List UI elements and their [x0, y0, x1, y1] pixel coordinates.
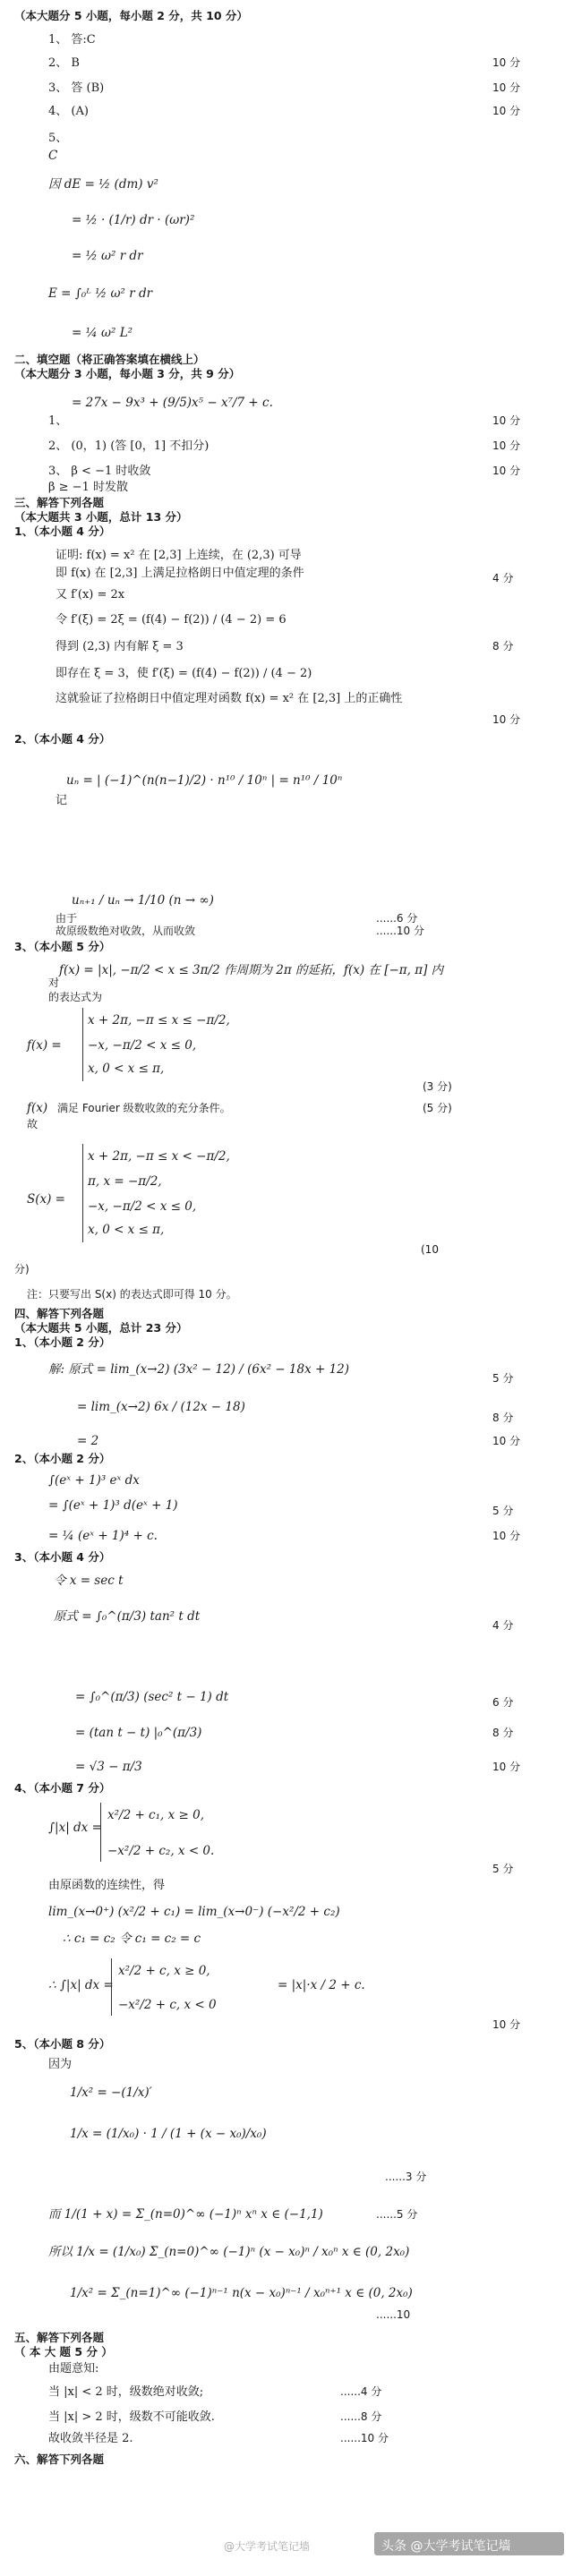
line-text: 8 分 — [492, 640, 514, 653]
line-text: （本大题共 3 小题，总计 13 分） — [14, 510, 188, 524]
line-text: ......3 分 — [385, 2171, 427, 2183]
line-text: ......10 分 — [340, 2432, 389, 2444]
line-text: = ½ · (1/r) dr · (ωr)² — [72, 213, 195, 227]
line-text: 5、 — [48, 132, 68, 145]
line-text: 分) — [14, 1263, 30, 1275]
line-text: x²/2 + c, x ≥ 0, — [118, 1964, 210, 1978]
line-text: 4、 (A) — [48, 105, 89, 118]
line-text: 5 分 — [492, 1863, 514, 1875]
line-text: ∴ ∫|x| dx = — [48, 1978, 114, 1992]
line-text: 由原函数的连续性，得 — [48, 1879, 166, 1892]
line-text: 因 dE = ½ (dm) v² — [48, 177, 158, 192]
line-text: 10 分 — [492, 465, 521, 477]
line-text: 2、 B — [48, 56, 80, 70]
line-text: = 27x − 9x³ + (9/5)x⁵ − x⁷/7 + c. — [72, 396, 273, 410]
line-text: 满足 Fourier 级数收敛的充分条件。 — [57, 1102, 231, 1114]
line-text: 这就验证了拉格朗日中值定理对函数 f(x) = x² 在 [2,3] 上的正确性 — [56, 692, 403, 705]
line-text: 故收敛半径是 2. — [48, 2432, 133, 2445]
line-text: 当 |x| > 2 时，级数不可能收敛. — [48, 2410, 215, 2424]
line-text: (5 分) — [423, 1102, 452, 1114]
line-text: 5、（本小题 8 分） — [14, 2037, 111, 2051]
line-text: 3、（本小题 4 分） — [14, 1550, 111, 1564]
line-text: （本大题共 5 小题，总计 23 分） — [14, 1321, 188, 1335]
line-text: 三、解答下列各题 — [14, 496, 105, 509]
line-text: 解: 原式 = lim_(x→2) (3x² − 12) / (6x² − 18x + 12) — [48, 1362, 350, 1377]
line-text: (3 分) — [423, 1080, 452, 1093]
line-text: 10 分 — [492, 1530, 521, 1542]
line-text: 4 分 — [492, 1619, 514, 1632]
line-text: x + 2π, −π ≤ x ≤ −π/2, — [88, 1013, 230, 1028]
line-text: C — [48, 149, 58, 163]
line-text: (10 — [421, 1243, 439, 1256]
line-text: S(x) = — [27, 1192, 65, 1207]
line-text: = ½ ω² r dr — [72, 249, 143, 263]
line-text: （本大题分 3 小题，每小题 3 分，共 9 分） — [14, 367, 241, 380]
line-text: = ¼ (eˣ + 1)⁴ + c. — [48, 1529, 158, 1543]
watermark-large: 头条 @大学考试笔记墙 — [381, 2539, 511, 2554]
line-text: 2、（本小题 4 分） — [14, 732, 111, 746]
line-text: f(x) = |x|, −π/2 < x ≤ 3π/2 作周期为 2π 的延拓，f(x) 在 [−π, π] 内 — [59, 963, 444, 977]
line-text: 10 分 — [492, 1761, 521, 1773]
line-text: β ≥ −1 时发散 — [48, 481, 128, 494]
line-text: 1、 — [48, 414, 68, 428]
line-text: 8 分 — [492, 1727, 514, 1739]
line-text: 3、 β < −1 时收敛 — [48, 465, 151, 478]
line-text: 10 分 — [492, 81, 521, 94]
line-text: 对 — [48, 977, 60, 989]
line-text: x²/2 + c₁, x ≥ 0, — [107, 1808, 204, 1822]
line-text: 3、（本小题 5 分） — [14, 940, 111, 953]
line-text: 记 — [56, 794, 68, 807]
line-text: 10 分 — [492, 2018, 521, 2031]
line-text: = |x|·x / 2 + c. — [278, 1978, 365, 1992]
line-text: −x²/2 + c, x < 0 — [118, 1998, 217, 2012]
line-text: 所以 1/x = (1/x₀) Σ_(n=0)^∞ (−1)ⁿ (x − x₀)ⁿ / x₀ⁿ x ∈ (0, 2x₀) — [48, 2245, 410, 2259]
line-text: = ∫(eˣ + 1)³ d(eˣ + 1) — [48, 1498, 178, 1513]
line-text: f(x) = — [27, 1038, 62, 1053]
line-text: 四、解答下列各题 — [14, 1307, 105, 1320]
line-text: uₙ = | (−1)^(n(n−1)/2) · n¹⁰ / 10ⁿ | = n¹⁰ / 10ⁿ — [66, 773, 343, 788]
line-text: ∫|x| dx = — [48, 1821, 102, 1835]
line-text: ......10 分 — [376, 925, 424, 937]
line-text: 证明: f(x) = x² 在 [2,3] 上连续，在 (2,3) 可导 — [56, 549, 302, 562]
line-text: uₙ₊₁ / uₙ → 1/10 (n → ∞) — [72, 893, 214, 908]
line-text: ......10 — [376, 2308, 411, 2321]
line-text: 令 x = sec t — [54, 1574, 124, 1588]
line-text: = √3 − π/3 — [75, 1760, 142, 1774]
line-text: 当 |x| < 2 时，级数绝对收敛; — [48, 2385, 204, 2399]
line-text: 8 分 — [492, 1412, 514, 1424]
line-text: 的表达式为 — [48, 991, 103, 1003]
line-text: 2、 (0，1) (答 [0，1] 不扣分) — [48, 439, 210, 453]
line-text: = (tan t − t) |₀^(π/3) — [75, 1726, 202, 1740]
line-text: 五、解答下列各题 — [14, 2331, 105, 2344]
line-text: 1/x = (1/x₀) · 1 / (1 + (x − x₀)/x₀) — [70, 2127, 267, 2141]
line-text: 即存在 ξ = 3，使 f′(ξ) = (f(4) − f(2)) / (4 − 2) — [56, 667, 312, 680]
line-text: −x, −π/2 < x ≤ 0, — [88, 1199, 197, 1214]
line-text: 六、解答下列各题 — [14, 2452, 105, 2466]
line-text: x, 0 < x ≤ π, — [88, 1223, 165, 1237]
line-text: 1/x² = Σ_(n=1)^∞ (−1)ⁿ⁻¹ n(x − x₀)ⁿ⁻¹ / x₀ⁿ⁺¹ x ∈ (0, 2x₀) — [70, 2286, 413, 2300]
line-text: ......5 分 — [376, 2208, 418, 2221]
line-text: 1、 答:C — [48, 33, 96, 47]
line-text: ......4 分 — [340, 2385, 382, 2398]
line-text: 因为 — [48, 2058, 73, 2071]
line-text: 由于 — [56, 912, 78, 925]
line-text: 故 — [27, 1118, 38, 1130]
line-text: 而 1/(1 + x) = Σ_(n=0)^∞ (−1)ⁿ xⁿ x ∈ (−1,1) — [48, 2207, 323, 2222]
line-text: 得到 (2,3) 内有解 ξ = 3 — [56, 640, 184, 653]
line-text: x + 2π, −π ≤ x < −π/2, — [88, 1149, 230, 1164]
line-text: x, 0 < x ≤ π, — [88, 1062, 165, 1076]
line-text: 10 分 — [492, 1435, 521, 1447]
line-text: π, x = −π/2, — [88, 1174, 162, 1189]
line-text: （本大题分 5 小题，每小题 2 分，共 10 分） — [14, 9, 248, 22]
line-text: 3、 答 (B) — [48, 81, 105, 95]
piecewise-brace — [82, 1144, 83, 1242]
line-text: f(x) — [27, 1101, 48, 1115]
line-text: −x²/2 + c₂, x < 0. — [107, 1844, 215, 1858]
line-text: 2、（本小题 2 分） — [14, 1452, 111, 1465]
line-text: = ¼ ω² L² — [72, 326, 133, 340]
line-text: = ∫₀^(π/3) (sec² t − 1) dt — [75, 1690, 229, 1704]
line-text: 10 分 — [492, 439, 521, 452]
line-text: 即 f(x) 在 [2,3] 上满足拉格朗日中值定理的条件 — [56, 567, 304, 580]
line-text: 又 f′(x) = 2x — [56, 588, 125, 601]
line-text: ......6 分 — [376, 912, 418, 925]
line-text: ∴ c₁ = c₂ 令 c₁ = c₂ = c — [63, 1932, 201, 1946]
line-text: （ 本 大 题 5 分 ） — [14, 2345, 113, 2358]
line-text: 6 分 — [492, 1696, 514, 1709]
line-text: lim_(x→0⁺) (x²/2 + c₁) = lim_(x→0⁻) (−x²/2 + c₂) — [48, 1905, 340, 1919]
line-text: ......8 分 — [340, 2410, 382, 2423]
piecewise-brace — [111, 1958, 112, 2016]
line-text: 原式 = ∫₀^(π/3) tan² t dt — [54, 1609, 201, 1624]
line-text: −x, −π/2 < x ≤ 0, — [88, 1038, 197, 1053]
line-text: E = ∫₀ᴸ ½ ω² r dr — [48, 286, 153, 301]
line-text: 10 分 — [492, 56, 521, 69]
line-text: 注：只要写出 S(x) 的表达式即可得 10 分。 — [27, 1288, 237, 1301]
line-text: 10 分 — [492, 414, 521, 427]
line-text: 令 f′(ξ) = 2ξ = (f(4) − f(2)) / (4 − 2) = 6 — [56, 613, 286, 627]
line-text: 5 分 — [492, 1505, 514, 1517]
line-text: 10 分 — [492, 713, 521, 726]
line-text: 10 分 — [492, 105, 521, 117]
line-text: 1、（本小题 4 分） — [14, 525, 111, 538]
line-text: 4、（本小题 7 分） — [14, 1781, 111, 1795]
line-text: 故原级数绝对收敛，从而收敛 — [56, 925, 196, 937]
line-text: = lim_(x→2) 6x / (12x − 18) — [77, 1400, 245, 1414]
line-text: = 2 — [77, 1434, 99, 1448]
line-text: 由题意知: — [48, 2362, 99, 2376]
piecewise-brace — [82, 1008, 83, 1081]
line-text: 5 分 — [492, 1372, 514, 1385]
line-text: ∫(eˣ + 1)³ eˣ dx — [48, 1473, 140, 1488]
watermark-small: @大学考试笔记墙 — [224, 2540, 311, 2553]
line-text: 1/x² = −(1/x)′ — [70, 2086, 152, 2100]
line-text: 二、填空题（将正确答案填在横线上） — [14, 353, 205, 366]
piecewise-brace — [100, 1803, 101, 1862]
line-text: 4 分 — [492, 572, 514, 584]
line-text: 1、（本小题 2 分） — [14, 1335, 111, 1349]
